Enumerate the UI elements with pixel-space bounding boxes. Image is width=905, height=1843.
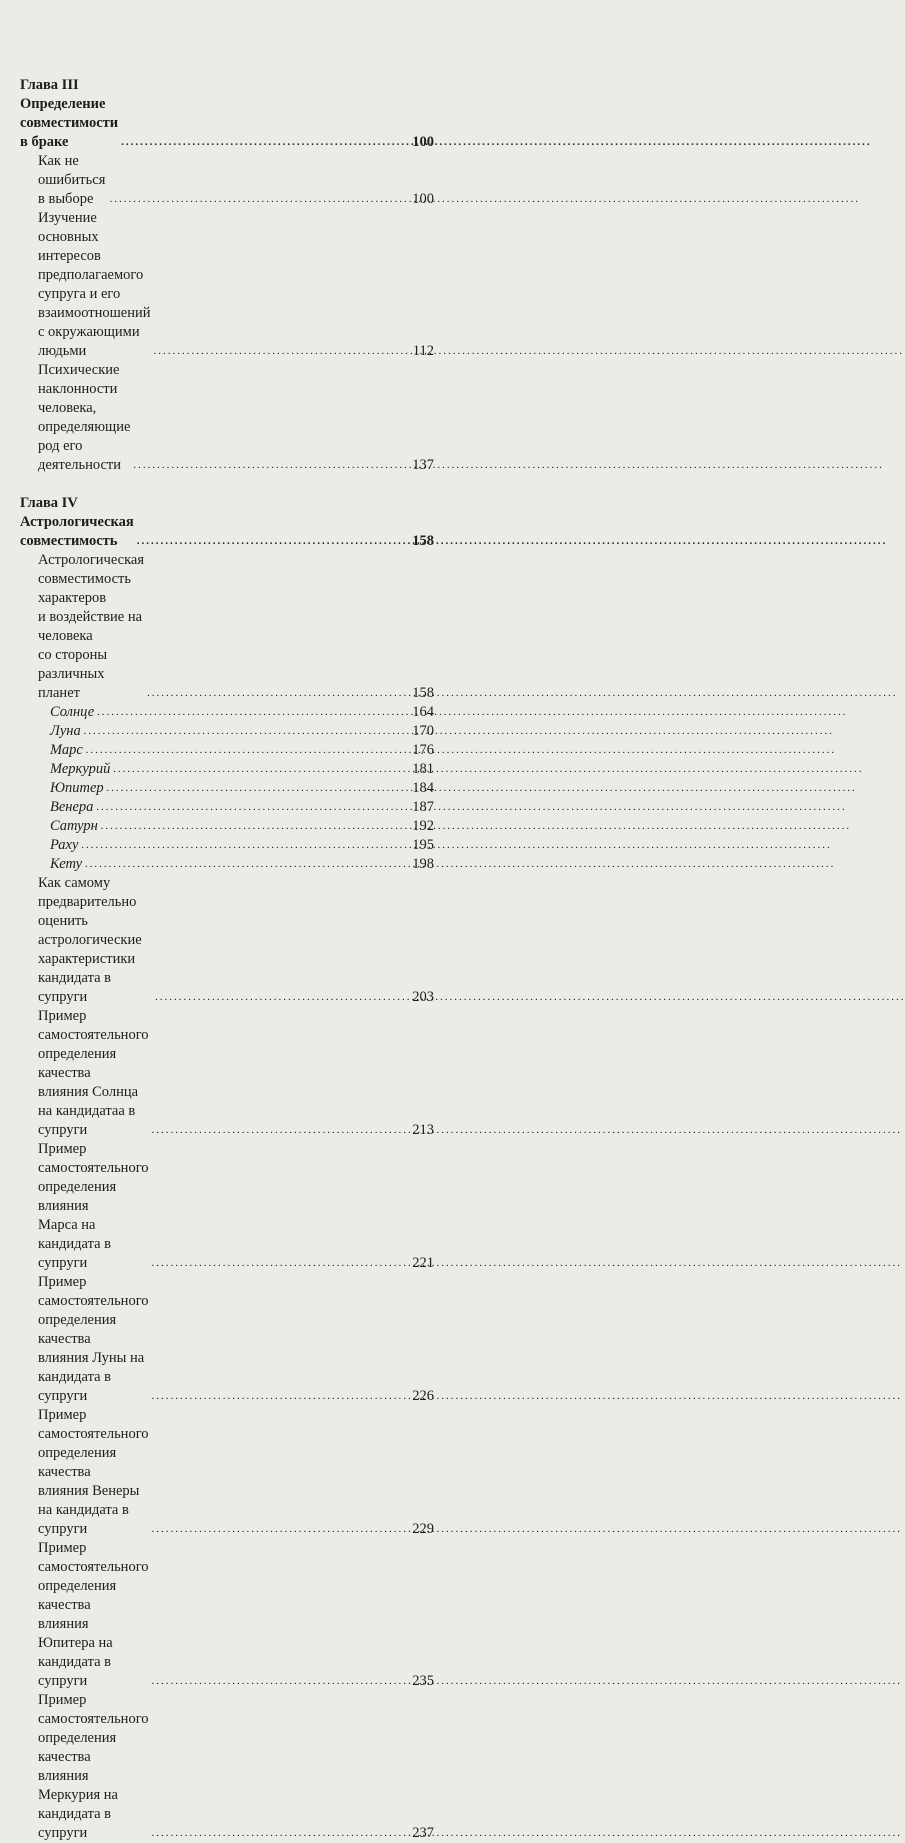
- toc-entry: Пример самостоятельного определения качества влияния Луны на кандидата в супруги ..... 226: [20, 1273, 434, 1406]
- toc-entry: Пример самостоятельного определения качества влияния Солнца на кандидатаа в супруги ..... 213: [20, 1007, 434, 1140]
- toc-entry: Пример самостоятельного определения качества влияния Юпитера на кандидата в супруги ..... 235: [20, 1539, 434, 1691]
- toc-entry: Как самому предварительно оценить астрологические характеристики кандидата в супруги ..... 203: [20, 874, 434, 1007]
- chapter-4-label: Глава IV: [20, 495, 78, 511]
- toc-subentry-planet: Луна ..... 170: [20, 722, 434, 741]
- toc-subentry-planet: Юпитер ..... 184: [20, 779, 434, 798]
- toc-entry: Пример самостоятельного определения влияния Марса на кандидата в супруги ..... 221: [20, 1140, 434, 1273]
- toc-entry: Психические наклонности человека, определяющие род его деятельности ..... 137: [20, 361, 434, 475]
- toc-entry: Пример самостоятельного определения качества влияния Меркурия на кандидата в супруги ..... 237: [20, 1691, 434, 1843]
- chapter-3-heading: Определение совместимости в браке ..... 100: [20, 95, 434, 152]
- toc-subentry-planet: Раху ..... 195: [20, 836, 434, 855]
- table-of-contents: [20, 75, 434, 1843]
- toc-subentry-planet: Венера ..... 187: [20, 798, 434, 817]
- toc-subentry-planet: Сатурн ..... 192: [20, 817, 434, 836]
- toc-subentry-planet: Меркурий ..... 181: [20, 760, 434, 779]
- toc-entry: Пример самостоятельного определения качества влияния Венеры на кандидата в супруги ..... 229: [20, 1406, 434, 1539]
- toc-subentry-planet: Солнце ..... 164: [20, 703, 434, 722]
- chapter-3-label: Глава III: [20, 77, 79, 93]
- chapter-4-heading: Астрологическая совместимость ..... 158: [20, 513, 434, 551]
- toc-subentry-planet: Марс ..... 176: [20, 741, 434, 760]
- toc-entry: Как не ошибиться в выборе ..... 100: [20, 152, 434, 209]
- toc-subentry-planet: Кету ..... 198: [20, 855, 434, 874]
- toc-entry: Изучение основных интересов предполагаемого супруга и его взаимоотношений с окружающими людьми ..... 112: [20, 209, 434, 361]
- toc-entry: Астрологическая совместимость характеров и воздействие на человека со стороны различных планет ..... 158: [20, 551, 434, 703]
